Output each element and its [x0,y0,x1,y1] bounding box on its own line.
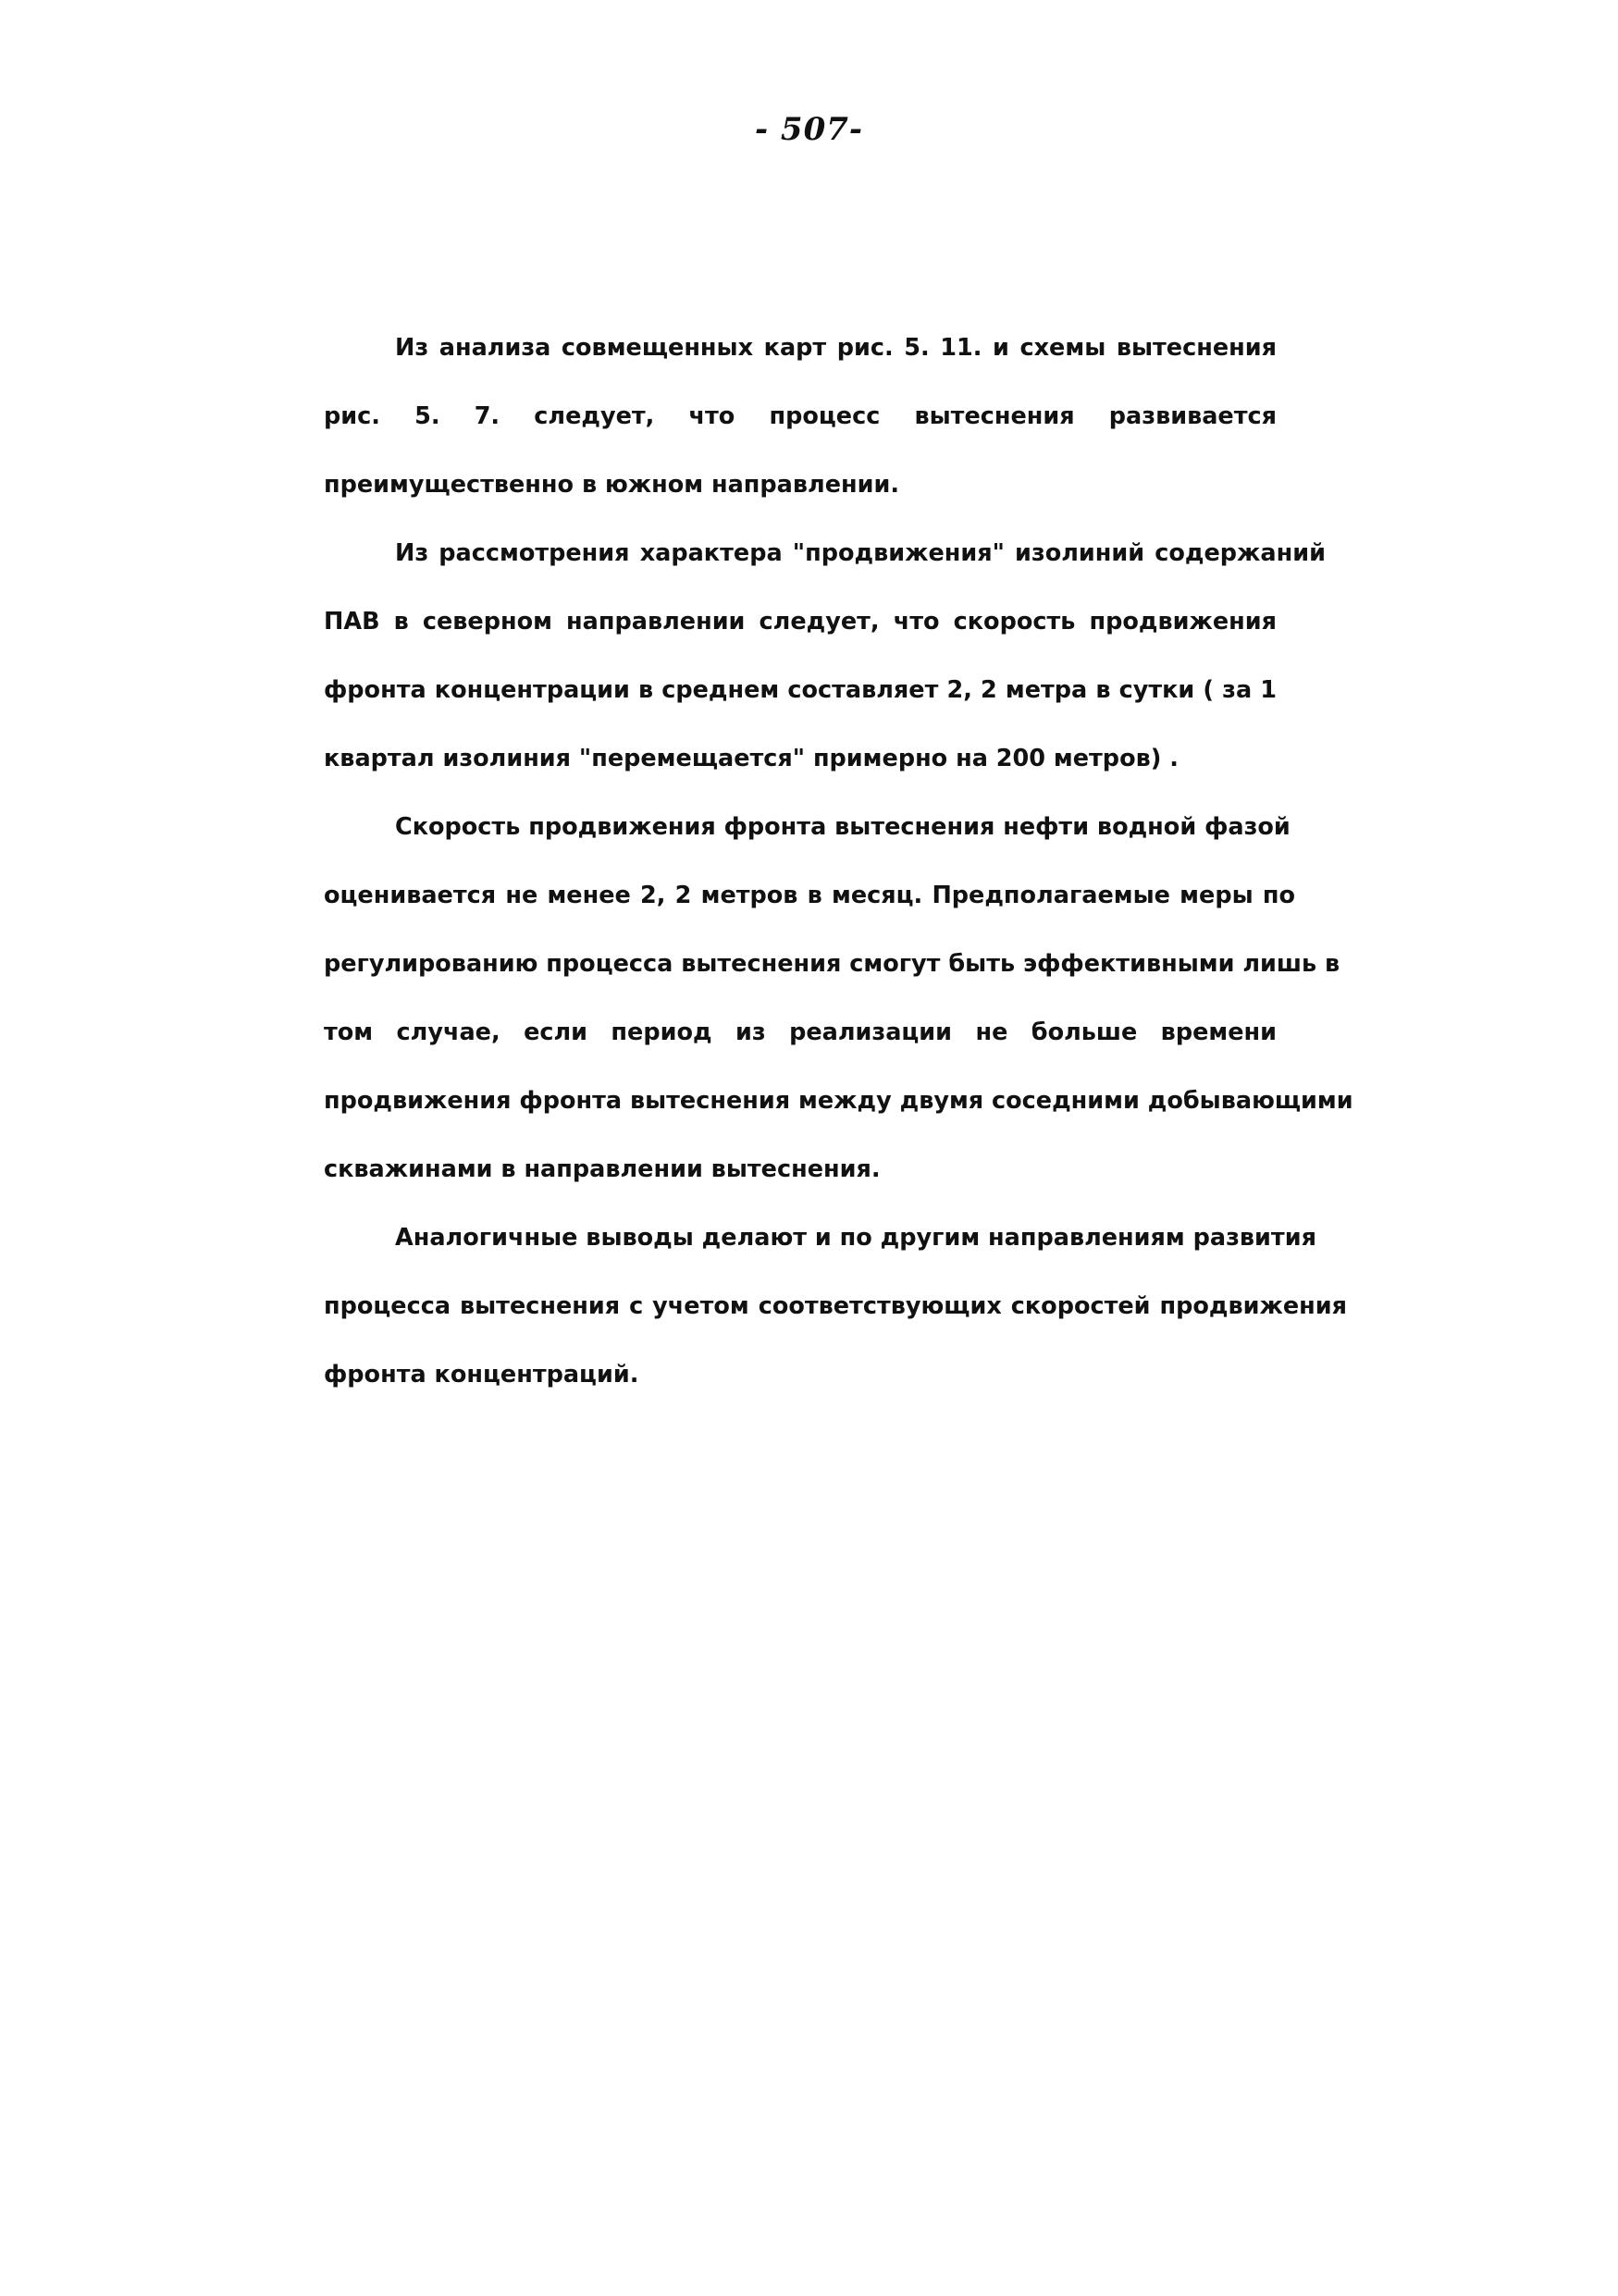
text-line: рис. 5. 7. следует, что процесс вытеснения развивается [324,402,1277,430]
text-line: фронта концентраций. [324,1361,639,1389]
text-line: продвижения фронта вытеснения между двумя соседними добывающими [324,1087,1353,1115]
text-line: ПАВ в северном направлении следует, что скорость продвижения [324,608,1277,636]
text-line: том случае, если период из реализации не больше времени [324,1018,1277,1046]
text-line: регулированию процесса вытеснения смогут быть эффективными лишь в [324,950,1340,978]
text-line: оценивается не менее 2, 2 метров в месяц. Предполагаемые меры по [324,882,1295,909]
text-line: Аналогичные выводы делают и по другим направлениям развития [395,1224,1316,1252]
text-line: Из анализа совмещенных карт рис. 5. 11. и схемы вытеснения [395,334,1277,362]
text-line: квартал изолиния "перемещается" примерно на 200 метров) . [324,745,1179,772]
text-line: процесса вытеснения с учетом соответствующих скоростей продвижения [324,1292,1347,1320]
text-line: фронта концентрации в среднем составляет 2, 2 метра в сутки ( за 1 [324,676,1277,704]
text-line: скважинами в направлении вытеснения. [324,1155,881,1183]
page-number: - 507- [754,111,864,148]
text-line: Из рассмотрения характера "продвижения" изолиний содержаний [395,539,1326,567]
text-line: Скорость продвижения фронта вытеснения нефти водной фазой [395,813,1291,841]
text-line: преимущественно в южном направлении. [324,471,900,499]
